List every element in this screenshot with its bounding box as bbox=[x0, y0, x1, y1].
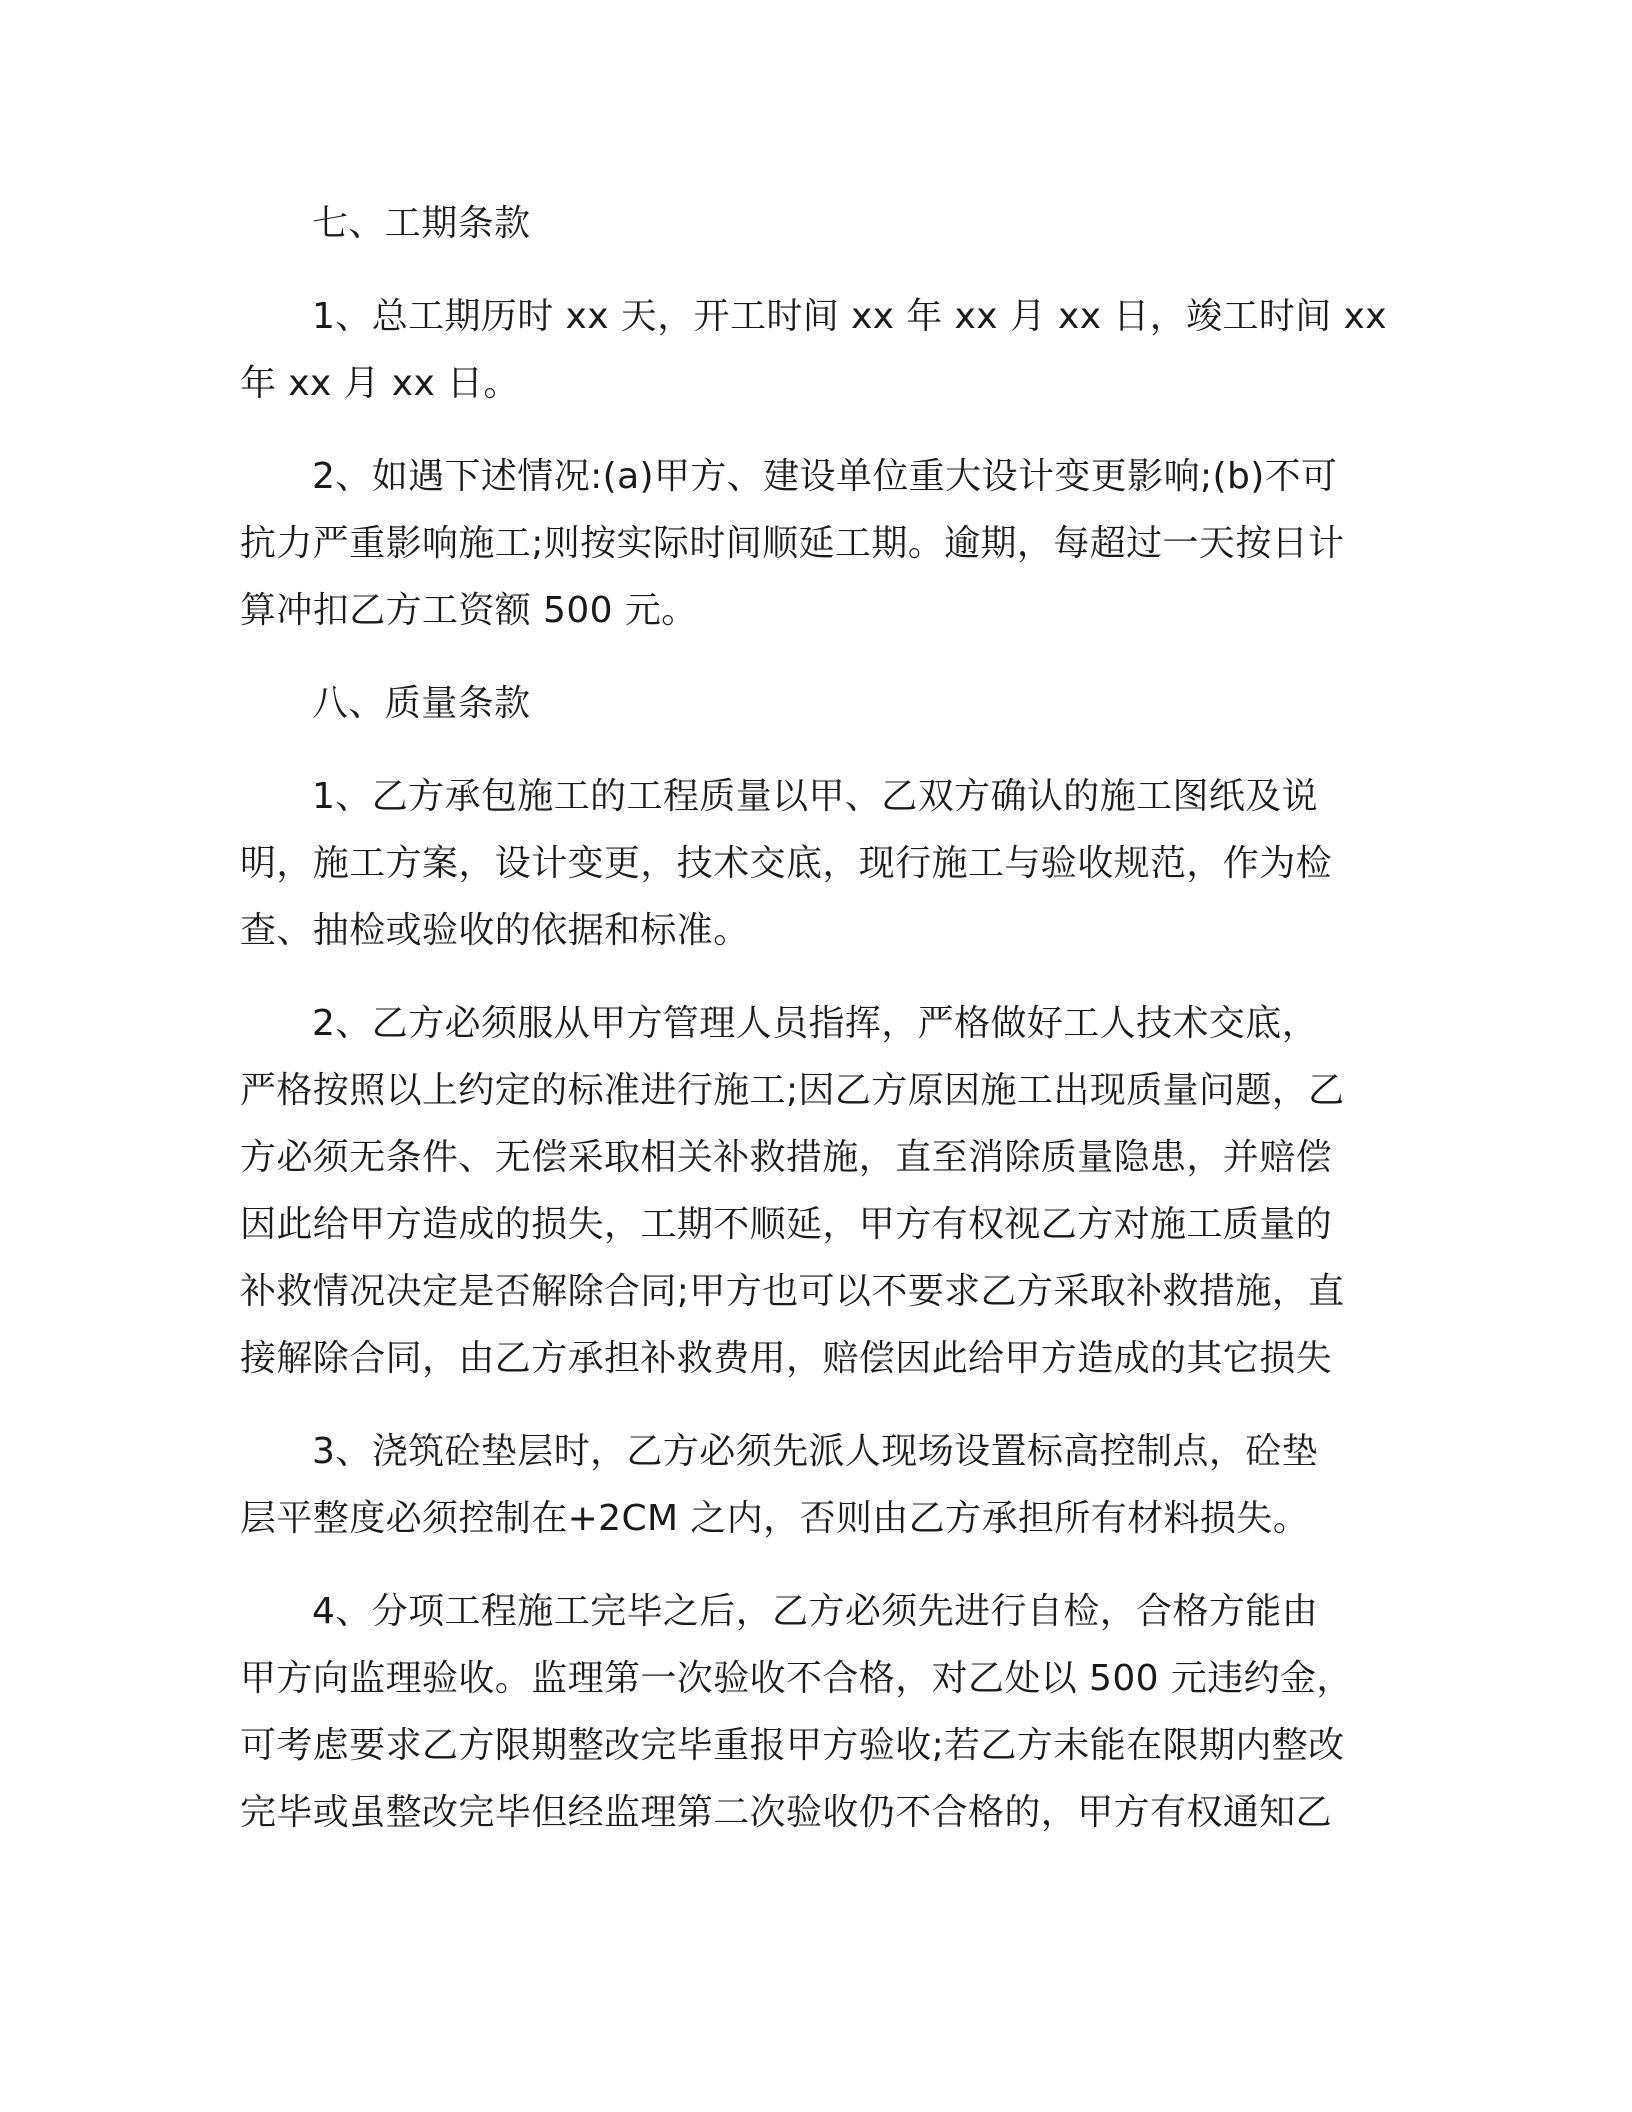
text-line: 八、质量条款 bbox=[312, 683, 531, 724]
text-line: 1、总工期历时 xx 天，开工时间 xx 年 xx 月 xx 日，竣工时间 xx bbox=[312, 296, 1387, 337]
text-line: 3、浇筑砼垫层时，乙方必须先派人现场设置标高控制点，砼垫 bbox=[312, 1431, 1319, 1472]
section-8-item-4 bbox=[240, 1578, 1375, 1846]
text-line: 可考虑要求乙方限期整改完毕重报甲方验收;若乙方未能在限期内整改 bbox=[240, 1725, 1345, 1766]
text-line: 完毕或虽整改完毕但经监理第二次验收仍不合格的，甲方有权通知乙 bbox=[240, 1792, 1333, 1833]
text-line: 七、工期条款 bbox=[312, 203, 531, 244]
text-line: 接解除合同，由乙方承担补救费用，赔偿因此给甲方造成的其它损失 bbox=[240, 1338, 1333, 1379]
text-line: 2、乙方必须服从甲方管理人员指挥，严格做好工人技术交底， bbox=[312, 1003, 1319, 1044]
text-line: 方必须无条件、无偿采取相关补救措施，直至消除质量隐患，并赔偿 bbox=[240, 1137, 1333, 1178]
text-line: 查、抽检或验收的依据和标准。 bbox=[240, 910, 750, 951]
section-7-heading bbox=[240, 190, 1375, 257]
text-line: 甲方向监理验收。监理第一次验收不合格，对乙处以 500 元违约金， bbox=[240, 1658, 1353, 1699]
document-body bbox=[240, 190, 1387, 1872]
text-line: 2、如遇下述情况:(a)甲方、建设单位重大设计变更影响;(b)不可 bbox=[312, 456, 1338, 497]
text-line: 因此给甲方造成的损失，工期不顺延，甲方有权视乙方对施工质量的 bbox=[240, 1204, 1333, 1245]
section-7-item-1 bbox=[240, 283, 1387, 417]
section-8-item-1 bbox=[240, 763, 1375, 964]
text-line: 4、分项工程施工完毕之后，乙方必须先进行自检，合格方能由 bbox=[312, 1591, 1319, 1632]
text-line: 年 xx 月 xx 日。 bbox=[240, 363, 520, 404]
section-8-item-3 bbox=[240, 1418, 1375, 1552]
text-line: 层平整度必须控制在+2CM 之内，否则由乙方承担所有材料损失。 bbox=[240, 1498, 1310, 1539]
text-line: 严格按照以上约定的标准进行施工;因乙方原因施工出现质量问题，乙 bbox=[240, 1070, 1345, 1111]
text-line: 补救情况决定是否解除合同;甲方也可以不要求乙方采取补救措施，直 bbox=[240, 1271, 1345, 1312]
text-line: 1、乙方承包施工的工程质量以甲、乙双方确认的施工图纸及说 bbox=[312, 776, 1319, 817]
section-7-item-2 bbox=[240, 443, 1375, 644]
section-8-heading bbox=[240, 670, 1375, 737]
text-line: 抗力严重影响施工;则按实际时间顺延工期。逾期，每超过一天按日计 bbox=[240, 523, 1345, 564]
section-8-item-2 bbox=[240, 990, 1375, 1392]
text-line: 算冲扣乙方工资额 500 元。 bbox=[240, 590, 698, 631]
text-line: 明，施工方案，设计变更，技术交底，现行施工与验收规范，作为检 bbox=[240, 843, 1333, 884]
